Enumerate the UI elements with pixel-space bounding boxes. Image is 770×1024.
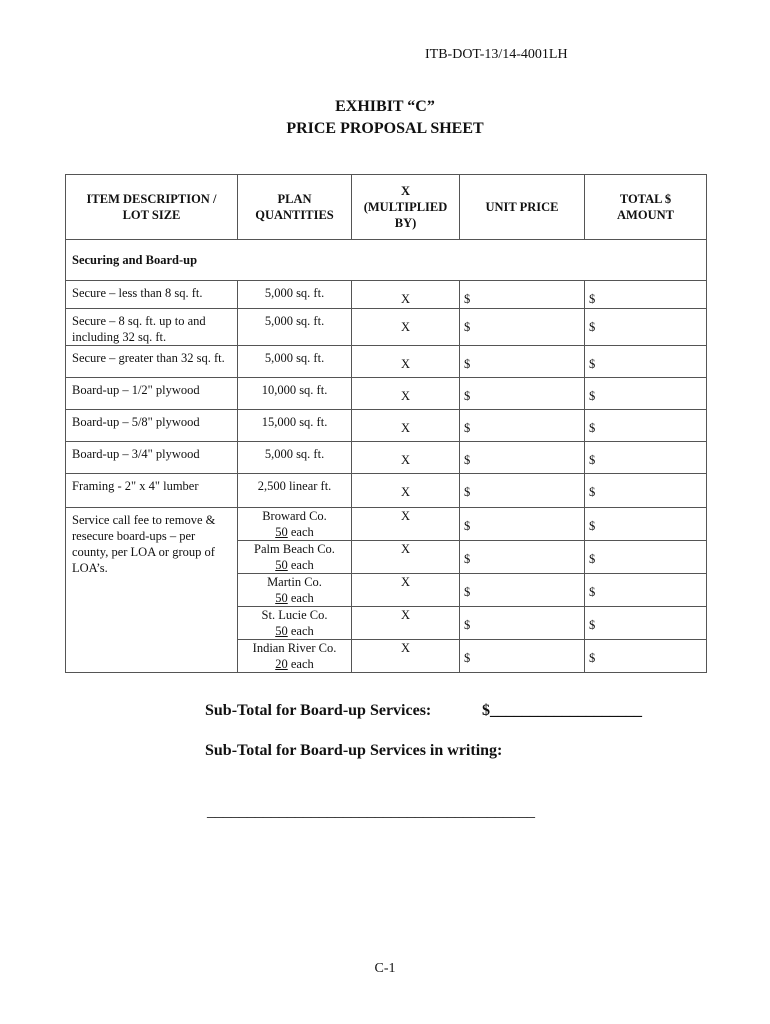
plan-quantity: 5,000 sq. ft. (238, 442, 352, 474)
subtotal-amount-field[interactable]: $___________________ (482, 702, 642, 719)
county-count-line (244, 557, 345, 573)
service-rows (66, 508, 707, 673)
total-amount-field[interactable]: $ (585, 607, 707, 640)
table-row (66, 281, 707, 309)
item-description: Framing - 2" x 4" lumber (66, 474, 238, 508)
plan-quantity: 5,000 sq. ft. (238, 309, 352, 346)
multiplier-x: X (352, 574, 460, 607)
total-amount-field[interactable]: $ (585, 508, 707, 541)
county-each: each (287, 558, 314, 572)
total-amount-field[interactable]: $ (585, 474, 707, 508)
county-each: each (287, 525, 314, 539)
county-count: 50 (275, 558, 288, 572)
county-count-line (244, 623, 345, 639)
table-row (66, 410, 707, 442)
subtotal-label: Sub-Total for Board-up Services: (205, 702, 432, 719)
total-amount-field[interactable]: $ (585, 346, 707, 378)
multiplier-x: X (352, 346, 460, 378)
county-quantity (238, 640, 352, 673)
total-amount-field[interactable]: $ (585, 442, 707, 474)
document-id: ITB-DOT-13/14-4001LH (425, 47, 568, 62)
county-quantity (238, 508, 352, 541)
unit-price-field[interactable]: $ (460, 346, 585, 378)
county-count-line (244, 524, 345, 540)
item-description: Secure – 8 sq. ft. up to and including 32 sq. ft. (66, 309, 238, 346)
service-county-row (66, 508, 707, 541)
county-quantity (238, 607, 352, 640)
table-row (66, 378, 707, 410)
unit-price-field[interactable]: $ (460, 574, 585, 607)
multiplier-x: X (352, 378, 460, 410)
unit-price-field[interactable]: $ (460, 474, 585, 508)
unit-price-field[interactable]: $ (460, 508, 585, 541)
header-plan-quantities: PLAN QUANTITIES (238, 175, 352, 240)
total-amount-field[interactable]: $ (585, 410, 707, 442)
county-count: 20 (275, 657, 288, 671)
county-name: Indian River Co. (252, 641, 337, 655)
multiplier-x: X (352, 508, 460, 541)
header-total-amount: TOTAL $ AMOUNT (585, 175, 707, 240)
multiplier-x: X (352, 640, 460, 673)
unit-price-field[interactable]: $ (460, 378, 585, 410)
plan-quantity: 15,000 sq. ft. (238, 410, 352, 442)
unit-price-field[interactable]: $ (460, 607, 585, 640)
county-each: each (287, 591, 314, 605)
page-number: C-1 (374, 961, 396, 976)
item-description: Secure – less than 8 sq. ft. (66, 281, 238, 309)
total-amount-field[interactable]: $ (585, 574, 707, 607)
sheet-title: PRICE PROPOSAL SHEET (286, 120, 484, 137)
multiplier-x: X (352, 309, 460, 346)
county-name: St. Lucie Co. (261, 608, 328, 622)
county-count-line (244, 590, 345, 606)
service-description: Service call fee to remove & resecure board-ups – per county, per LOA or group of LOA’s. (66, 508, 238, 673)
subtotal-writing-label: Sub-Total for Board-up Services in writing: (205, 742, 503, 759)
header-item-description: ITEM DESCRIPTION / LOT SIZE (66, 175, 238, 240)
unit-price-field[interactable]: $ (460, 410, 585, 442)
multiplier-x: X (352, 442, 460, 474)
header-row (66, 175, 707, 240)
table-row (66, 309, 707, 346)
multiplier-x: X (352, 541, 460, 574)
multiplier-x: X (352, 410, 460, 442)
unit-price-field[interactable]: $ (460, 640, 585, 673)
item-description: Board-up – 3/4" plywood (66, 442, 238, 474)
county-quantity (238, 541, 352, 574)
price-proposal-table (65, 174, 707, 673)
county-each: each (287, 624, 314, 638)
multiplier-x: X (352, 474, 460, 508)
exhibit-title: EXHIBIT “C” (335, 98, 435, 115)
plan-quantity: 2,500 linear ft. (238, 474, 352, 508)
table-row (66, 474, 707, 508)
header-unit-price: UNIT PRICE (460, 175, 585, 240)
plan-quantity: 5,000 sq. ft. (238, 281, 352, 309)
county-count-line (244, 656, 345, 672)
county-name: Palm Beach Co. (254, 542, 335, 556)
plan-quantity: 10,000 sq. ft. (238, 378, 352, 410)
unit-price-field[interactable]: $ (460, 309, 585, 346)
county-quantity (238, 574, 352, 607)
total-amount-field[interactable]: $ (585, 541, 707, 574)
unit-price-field[interactable]: $ (460, 442, 585, 474)
county-count: 50 (275, 591, 288, 605)
total-amount-field[interactable]: $ (585, 378, 707, 410)
multiplier-x: X (352, 281, 460, 309)
plan-quantity: 5,000 sq. ft. (238, 346, 352, 378)
total-amount-field[interactable]: $ (585, 309, 707, 346)
multiplier-x: X (352, 607, 460, 640)
county-count: 50 (275, 624, 288, 638)
county-name: Martin Co. (267, 575, 322, 589)
item-description: Secure – greater than 32 sq. ft. (66, 346, 238, 378)
item-rows (66, 281, 707, 508)
unit-price-field[interactable]: $ (460, 541, 585, 574)
header-multiplied-by: X (MULTIPLIED BY) (352, 175, 460, 240)
item-description: Board-up – 5/8" plywood (66, 410, 238, 442)
table-row (66, 346, 707, 378)
item-description: Board-up – 1/2" plywood (66, 378, 238, 410)
county-each: each (287, 657, 314, 671)
county-count: 50 (275, 525, 288, 539)
section-row (66, 240, 707, 281)
subtotal-writing-field[interactable]: _________________________________________ (207, 803, 535, 820)
unit-price-field[interactable]: $ (460, 281, 585, 309)
total-amount-field[interactable]: $ (585, 640, 707, 673)
table-row (66, 442, 707, 474)
county-name: Broward Co. (262, 509, 327, 523)
total-amount-field[interactable]: $ (585, 281, 707, 309)
section-label: Securing and Board-up (66, 240, 707, 281)
